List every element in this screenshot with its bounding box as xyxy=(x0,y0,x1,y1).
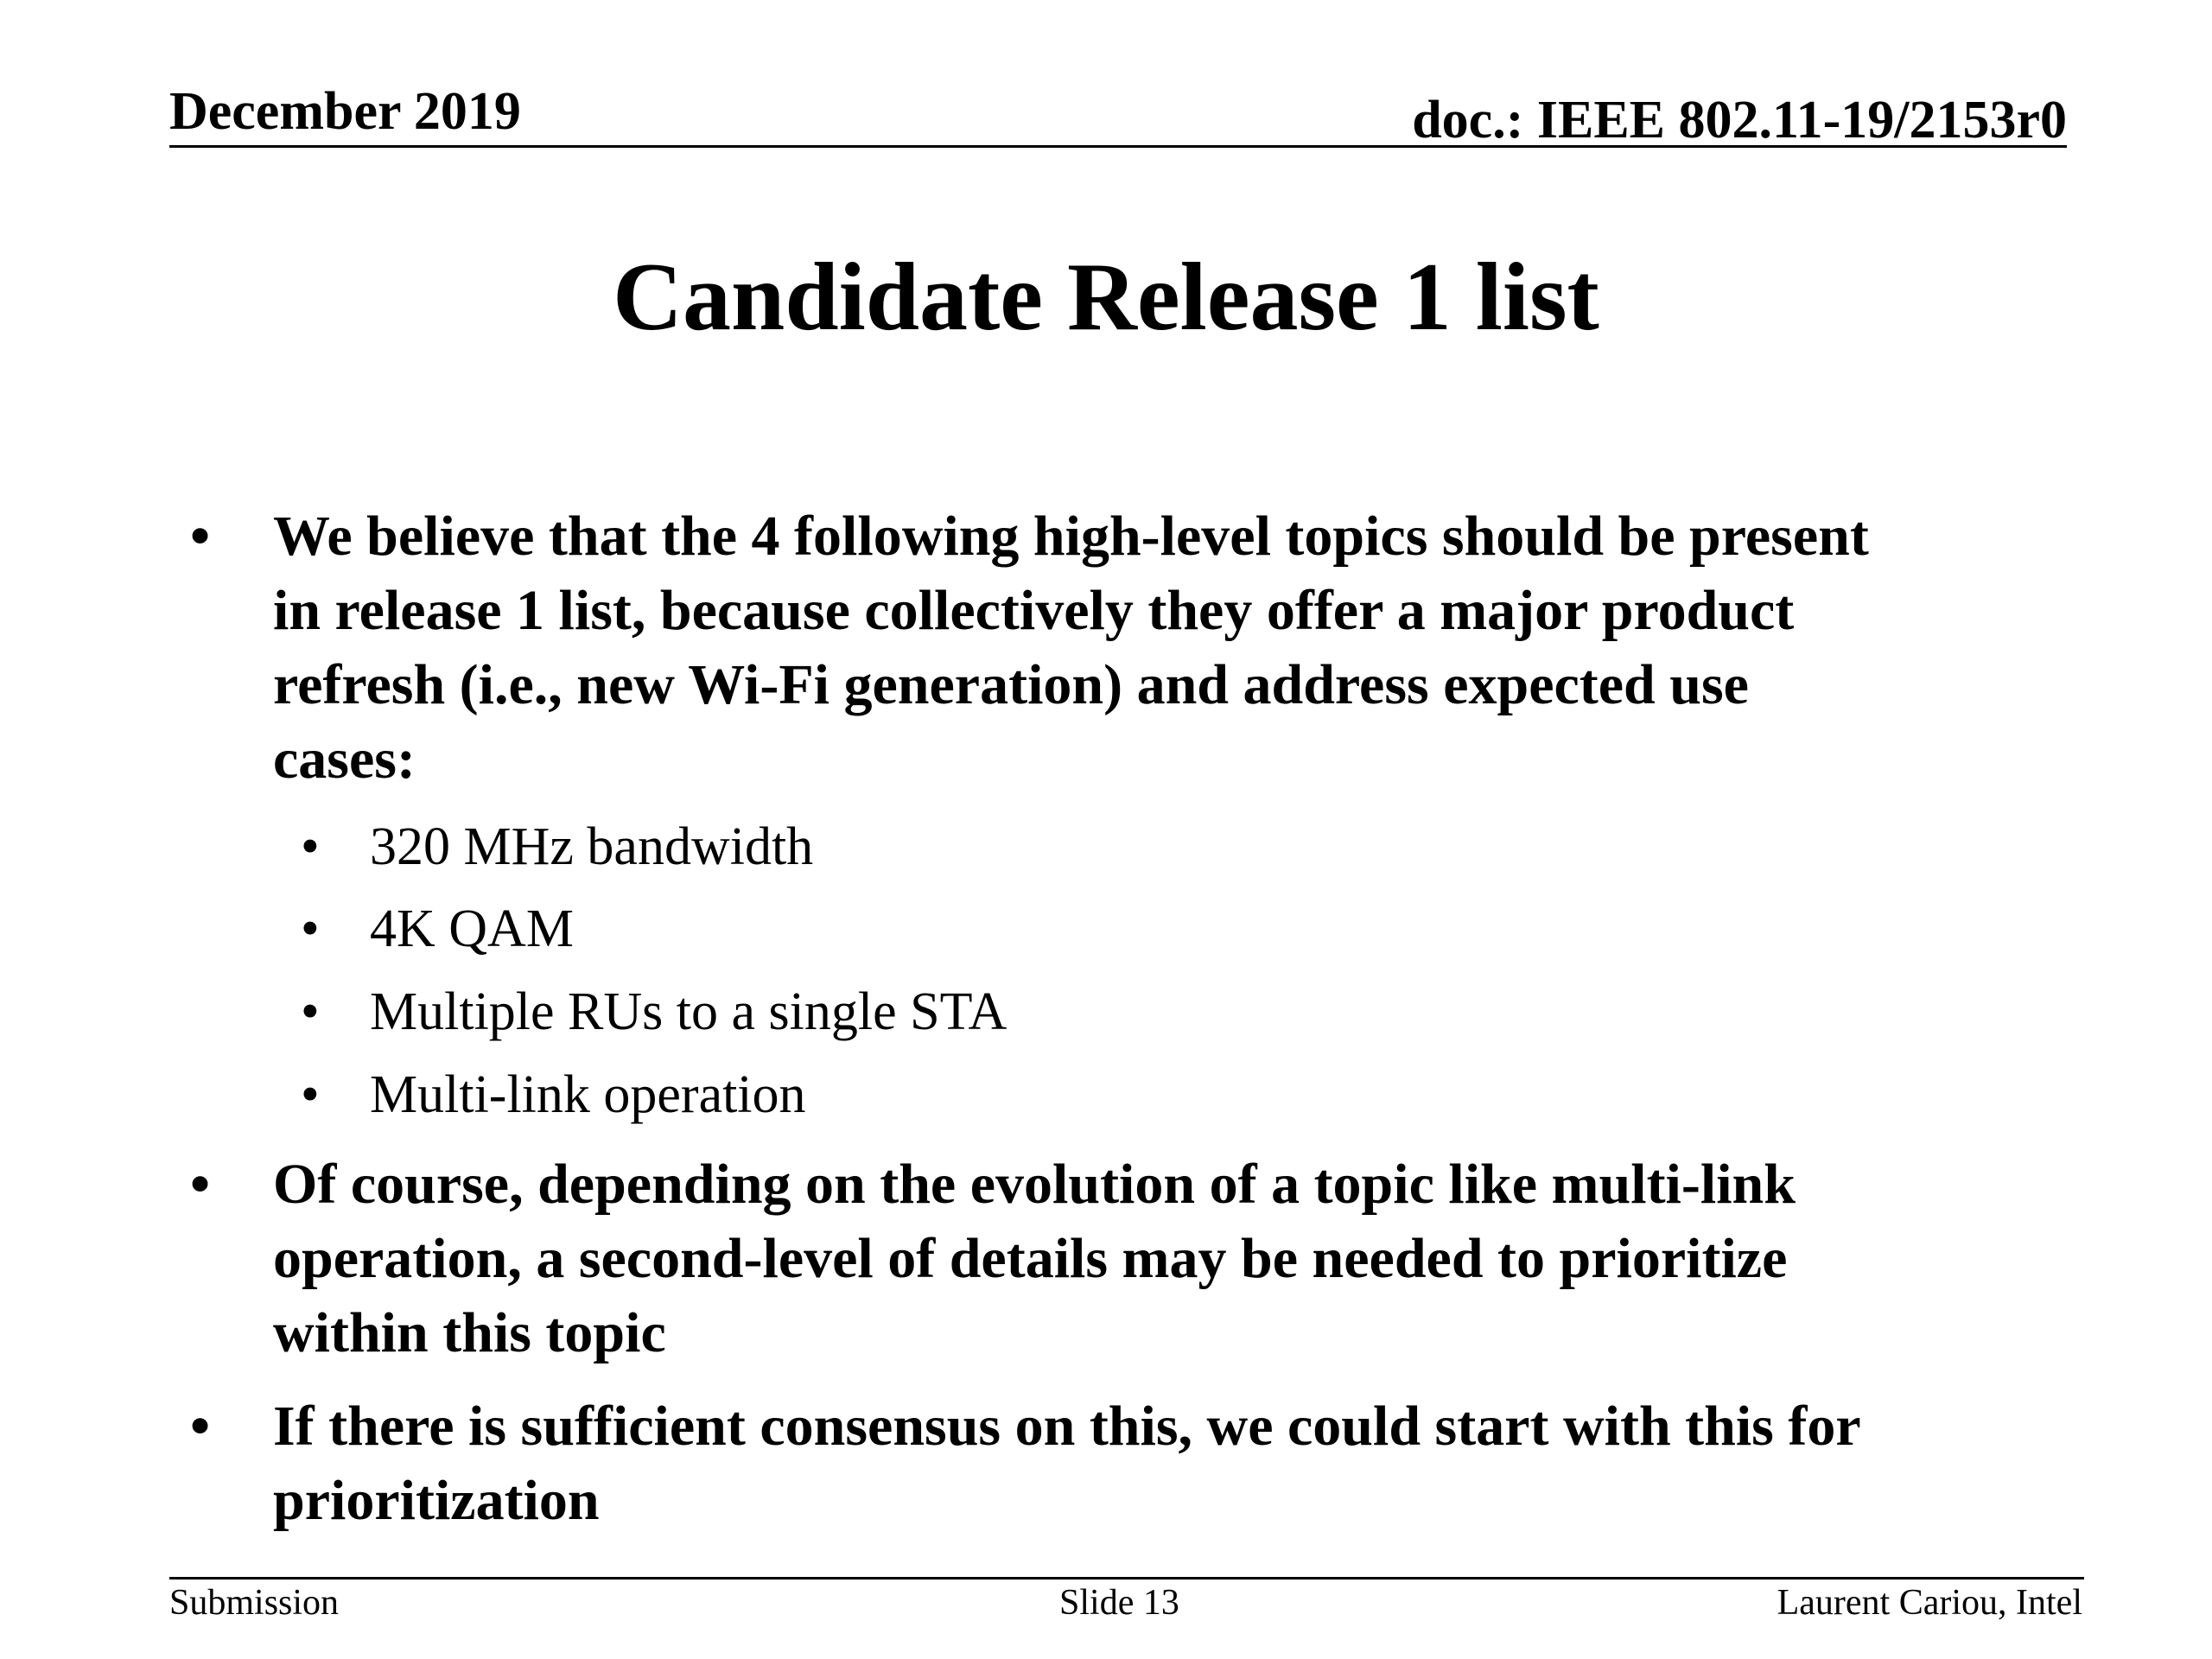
sub-item-label: Multi-link operation xyxy=(370,1065,806,1124)
footer-divider xyxy=(169,1577,2084,1580)
sub-item-label: 320 MHz bandwidth xyxy=(370,817,814,876)
sub-bullet-icon: • xyxy=(301,899,320,958)
header-doc-id: doc.: IEEE 802.11-19/2153r0 xyxy=(1412,91,2067,149)
bullet-1-line-2: in release 1 list, because collectively they offer a major product xyxy=(273,579,1795,642)
bullet-3-line-2: prioritization xyxy=(273,1469,600,1532)
bullet-2-line-3: within this topic xyxy=(273,1301,666,1364)
bullet-icon: • xyxy=(190,505,211,568)
slide-title: Candidate Release 1 list xyxy=(613,244,1599,351)
bullet-2-line-2: operation, a second-level of details may be needed to prioritize xyxy=(273,1227,1788,1290)
sub-item-1 xyxy=(301,814,814,880)
bullet-1-line-1: We believe that the 4 following high-level topics should be present xyxy=(273,505,1869,568)
bullet-item-1 xyxy=(190,499,1869,797)
sub-item-3 xyxy=(301,979,1007,1045)
sub-item-2 xyxy=(301,896,574,962)
bullet-icon: • xyxy=(190,1395,211,1458)
sub-item-label: 4K QAM xyxy=(370,899,574,958)
bullet-1-line-3: refresh (i.e., new Wi-Fi generation) and address expected use xyxy=(273,653,1749,716)
header-divider xyxy=(169,145,2067,148)
footer-submission: Submission xyxy=(169,1583,340,1623)
sub-item-4 xyxy=(301,1062,806,1128)
bullet-2-line-1: Of course, depending on the evolution of a topic like multi-link xyxy=(273,1153,1796,1216)
footer-slide-number: Slide 13 xyxy=(1059,1583,1179,1623)
sub-bullet-icon: • xyxy=(301,817,320,876)
bullet-3-line-1: If there is sufficient consensus on this, we could start with this for xyxy=(273,1395,1861,1458)
bullet-1-line-4: cases: xyxy=(273,728,416,791)
header-date: December 2019 xyxy=(169,82,521,141)
bullet-icon: • xyxy=(190,1153,211,1216)
footer-author: Laurent Cariou, Intel xyxy=(1777,1583,2082,1623)
sub-bullet-icon: • xyxy=(301,1065,320,1124)
bullet-item-2 xyxy=(190,1147,1796,1370)
bullet-item-3 xyxy=(190,1389,1861,1538)
sub-bullet-icon: • xyxy=(301,982,320,1041)
sub-item-label: Multiple RUs to a single STA xyxy=(370,982,1007,1041)
